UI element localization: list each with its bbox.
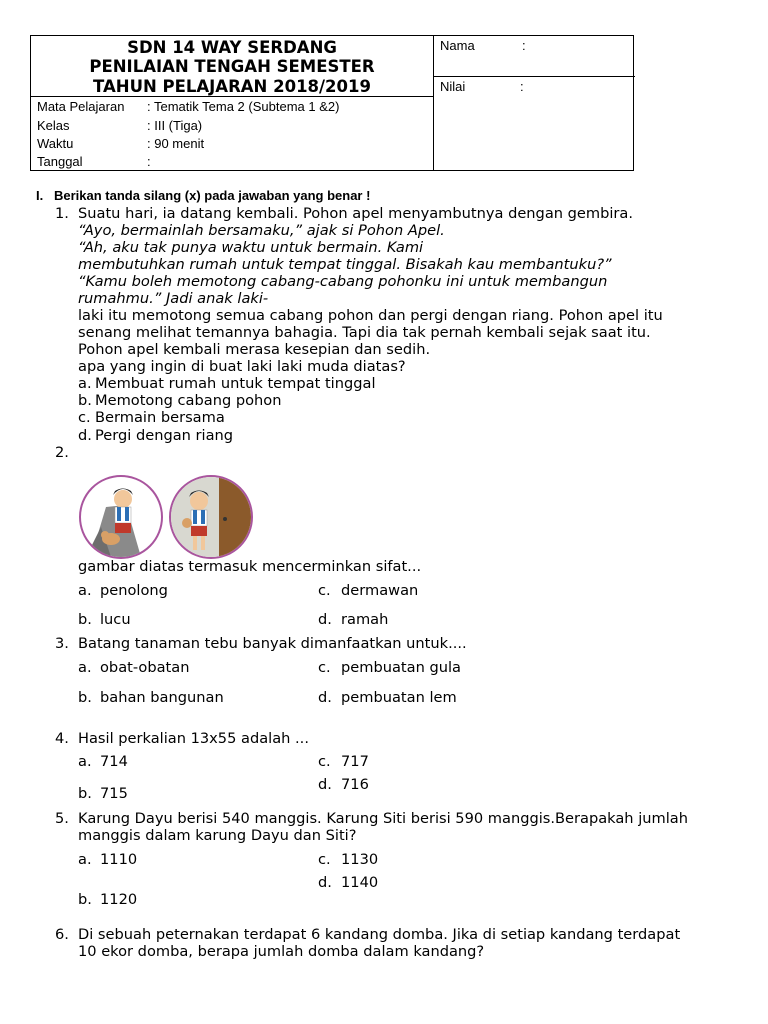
option-text: 716: [341, 776, 369, 793]
option-letter: c.: [318, 659, 331, 676]
option-text: Bermain bersama: [95, 409, 225, 426]
option-text: 1130: [341, 851, 379, 868]
header-divider: [433, 36, 434, 170]
school-year: TAHUN PELAJARAN 2018/2019: [93, 77, 371, 96]
option-text: Pergi dengan riang: [95, 427, 234, 444]
q1-line: membutuhkan rumah untuk tempat tinggal. Bisakah kau membantuku?”: [78, 256, 612, 273]
option-letter: d.: [318, 689, 332, 706]
option-letter: a.: [78, 375, 92, 392]
nama-label: Nama: [440, 38, 475, 53]
option-letter: c.: [318, 851, 331, 868]
section-number: I.: [36, 188, 44, 203]
option-text: Membuat rumah untuk tempat tinggal: [95, 375, 376, 392]
header-divider: [433, 76, 635, 77]
q6-line: Di sebuah peternakan terdapat 6 kandang domba. Jika di setiap kandang terdapat: [78, 926, 681, 943]
question-text: Batang tanaman tebu banyak dimanfaatkan untuk....: [78, 635, 467, 652]
option-letter: b.: [78, 689, 92, 706]
header-table: [30, 35, 634, 171]
option-text: pembuatan gula: [341, 659, 461, 676]
option-letter: b.: [78, 611, 92, 628]
option-text: obat-obatan: [100, 659, 190, 676]
option-letter: d.: [318, 611, 332, 628]
q1-line: apa yang ingin di buat laki laki muda diatas?: [78, 358, 406, 375]
q1-line: rumahmu.” Jadi anak laki-: [78, 290, 269, 307]
field-label: Waktu: [37, 136, 74, 151]
q5-line: manggis dalam karung Dayu dan Siti?: [78, 827, 357, 844]
field-value: : 90 menit: [147, 136, 205, 151]
field-label: Mata Pelajaran: [37, 99, 125, 114]
boy-door-illustration: [169, 475, 253, 559]
option-text: 715: [100, 785, 128, 802]
q1-line: “Ah, aku tak punya waktu untuk bermain. Kami: [78, 239, 424, 256]
exam-title: PENILAIAN TENGAH SEMESTER: [89, 57, 375, 76]
nilai-colon: :: [520, 79, 524, 94]
field-value: : III (Tiga): [147, 118, 203, 133]
section-instruction: Berikan tanda silang (x) pada jawaban yang benar !: [54, 188, 371, 203]
option-text: ramah: [341, 611, 389, 628]
option-letter: a.: [78, 659, 92, 676]
question-number: 6.: [55, 926, 69, 943]
nama-colon: :: [522, 38, 526, 53]
option-letter: c.: [318, 582, 331, 599]
option-letter: a.: [78, 753, 92, 770]
question-number: 1.: [55, 205, 69, 222]
option-letter: d.: [318, 776, 332, 793]
option-letter: c.: [78, 409, 91, 426]
field-label: Tanggal: [37, 154, 83, 169]
option-text: 1140: [341, 874, 379, 891]
q1-line: Pohon apel kembali merasa kesepian dan sedih.: [78, 341, 431, 358]
question-number: 3.: [55, 635, 69, 652]
boy-helping-illustration: [79, 475, 163, 559]
q1-line: senang melihat temannya bahagia. Tapi dia tak pernah kembali sejak saat itu.: [78, 324, 651, 341]
option-letter: b.: [78, 392, 92, 409]
option-letter: a.: [78, 582, 92, 599]
option-text: bahan bangunan: [100, 689, 224, 706]
question-text: gambar diatas termasuk mencerminkan sifat...: [78, 558, 422, 575]
q6-line: 10 ekor domba, berapa jumlah domba dalam kandang?: [78, 943, 485, 960]
field-label: Kelas: [37, 118, 70, 133]
option-letter: a.: [78, 851, 92, 868]
option-text: penolong: [100, 582, 168, 599]
question-number: 4.: [55, 730, 69, 747]
option-text: 717: [341, 753, 369, 770]
option-letter: b.: [78, 891, 92, 908]
option-letter: c.: [318, 753, 331, 770]
option-text: 1120: [100, 891, 138, 908]
q1-line: Suatu hari, ia datang kembali. Pohon apel menyambutnya dengan gembira.: [78, 205, 634, 222]
field-value: : Tematik Tema 2 (Subtema 1 &2): [147, 99, 340, 114]
q1-line: “Kamu boleh memotong cabang-cabang pohonku ini untuk membangun: [78, 273, 608, 290]
school-name: SDN 14 WAY SERDANG: [127, 38, 337, 57]
option-text: 1110: [100, 851, 138, 868]
q5-line: Karung Dayu berisi 540 manggis. Karung Siti berisi 590 manggis.Berapakah jumlah: [78, 810, 688, 827]
field-value: :: [147, 154, 151, 169]
q1-line: “Ayo, bermainlah bersamaku,” ajak si Pohon Apel.: [78, 222, 445, 239]
option-text: lucu: [100, 611, 131, 628]
option-letter: b.: [78, 785, 92, 802]
option-text: 714: [100, 753, 128, 770]
nilai-label: Nilai: [440, 79, 466, 94]
option-letter: d.: [318, 874, 332, 891]
option-text: Memotong cabang pohon: [95, 392, 282, 409]
option-letter: d.: [78, 427, 92, 444]
question-number: 2.: [55, 444, 69, 461]
question-number: 5.: [55, 810, 69, 827]
q1-line: laki itu memotong semua cabang pohon dan pergi dengan riang. Pohon apel itu: [78, 307, 663, 324]
option-text: dermawan: [341, 582, 419, 599]
option-text: pembuatan lem: [341, 689, 457, 706]
question-text: Hasil perkalian 13x55 adalah ...: [78, 730, 309, 747]
